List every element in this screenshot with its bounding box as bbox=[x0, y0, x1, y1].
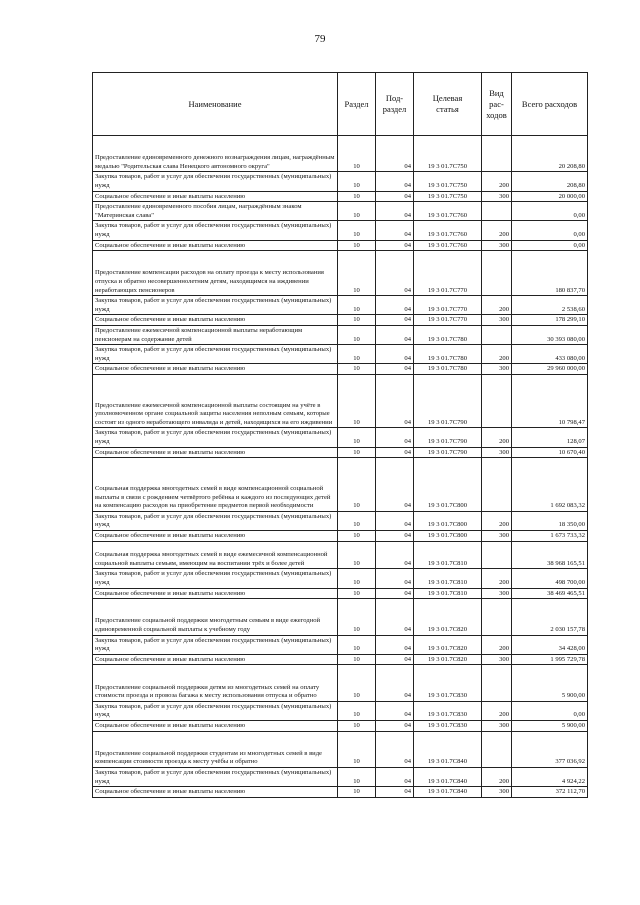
cell-name: Закупка товаров, работ и услуг для обеспечения государственных (муниципальных) нужд bbox=[93, 701, 338, 720]
table-row bbox=[93, 221, 588, 240]
cell-expense-type bbox=[482, 731, 512, 767]
cell-name: Закупка товаров, работ и услуг для обеспечения государственных (муниципальных) нужд bbox=[93, 767, 338, 786]
cell-total: 38 968 165,51 bbox=[512, 541, 588, 569]
cell-expense-type bbox=[482, 251, 512, 296]
table-row bbox=[93, 787, 588, 798]
cell-name: Социальное обеспечение и иные выплаты населению bbox=[93, 191, 338, 202]
cell-name: Предоставление социальной поддержки студентам из многодетных семей в виде компенсации стоимости проезда к месту учёбы и обратно bbox=[93, 731, 338, 767]
table-row bbox=[93, 364, 588, 375]
cell-subsection: 04 bbox=[376, 447, 414, 458]
cell-section: 10 bbox=[338, 654, 376, 665]
cell-section: 10 bbox=[338, 202, 376, 221]
cell-total: 4 924,22 bbox=[512, 767, 588, 786]
cell-expense-type: 300 bbox=[482, 315, 512, 326]
cell-total: 498 700,00 bbox=[512, 569, 588, 588]
cell-target-article: 19 3 01.7С830 bbox=[414, 701, 482, 720]
cell-expense-type: 200 bbox=[482, 635, 512, 654]
cell-subsection: 04 bbox=[376, 511, 414, 530]
cell-expense-type: 200 bbox=[482, 569, 512, 588]
cell-name: Социальное обеспечение и иные выплаты населению bbox=[93, 654, 338, 665]
cell-target-article: 19 3 01.7С820 bbox=[414, 599, 482, 635]
cell-target-article: 19 3 01.7С760 bbox=[414, 240, 482, 251]
cell-target-article: 19 3 01.7С820 bbox=[414, 654, 482, 665]
cell-subsection: 04 bbox=[376, 458, 414, 512]
table-row bbox=[93, 569, 588, 588]
cell-total: 38 469 465,51 bbox=[512, 588, 588, 599]
cell-section: 10 bbox=[338, 447, 376, 458]
cell-target-article: 19 3 01.7С840 bbox=[414, 767, 482, 786]
cell-target-article: 19 3 01.7С810 bbox=[414, 588, 482, 599]
cell-expense-type: 200 bbox=[482, 767, 512, 786]
cell-total: 0,00 bbox=[512, 240, 588, 251]
cell-expense-type: 200 bbox=[482, 221, 512, 240]
table-row bbox=[93, 665, 588, 701]
table-row bbox=[93, 767, 588, 786]
cell-name: Социальное обеспечение и иные выплаты населению bbox=[93, 447, 338, 458]
cell-total: 30 393 080,00 bbox=[512, 325, 588, 344]
cell-section: 10 bbox=[338, 345, 376, 364]
cell-section: 10 bbox=[338, 511, 376, 530]
table-row bbox=[93, 588, 588, 599]
cell-section: 10 bbox=[338, 541, 376, 569]
cell-target-article: 19 3 01.7С780 bbox=[414, 325, 482, 344]
cell-total: 180 837,70 bbox=[512, 251, 588, 296]
cell-total: 0,00 bbox=[512, 701, 588, 720]
table-row bbox=[93, 428, 588, 447]
cell-section: 10 bbox=[338, 767, 376, 786]
table-row bbox=[93, 136, 588, 172]
table-row bbox=[93, 720, 588, 731]
cell-expense-type: 300 bbox=[482, 447, 512, 458]
cell-expense-type: 300 bbox=[482, 531, 512, 542]
cell-name: Социальная поддержка многодетных семей в виде компенсационной социальной выплаты в связи с рождением четвёртого ребёнка и каждого из последующих детей на компенсацию расходов на приобретение предметов первой необходимости bbox=[93, 458, 338, 512]
cell-target-article: 19 3 01.7С790 bbox=[414, 374, 482, 428]
cell-target-article: 19 3 01.7С830 bbox=[414, 665, 482, 701]
table-row bbox=[93, 447, 588, 458]
cell-subsection: 04 bbox=[376, 221, 414, 240]
cell-subsection: 04 bbox=[376, 701, 414, 720]
table-row bbox=[93, 251, 588, 296]
cell-subsection: 04 bbox=[376, 767, 414, 786]
cell-expense-type bbox=[482, 202, 512, 221]
cell-target-article: 19 3 01.7С820 bbox=[414, 635, 482, 654]
cell-section: 10 bbox=[338, 172, 376, 191]
cell-section: 10 bbox=[338, 240, 376, 251]
cell-name: Предоставление ежемесячной компенсационной выплаты неработающим пенсионерам на содержание детей bbox=[93, 325, 338, 344]
cell-target-article: 19 3 01.7С810 bbox=[414, 569, 482, 588]
cell-expense-type: 200 bbox=[482, 345, 512, 364]
table-row bbox=[93, 654, 588, 665]
cell-subsection: 04 bbox=[376, 531, 414, 542]
cell-expense-type bbox=[482, 665, 512, 701]
cell-section: 10 bbox=[338, 136, 376, 172]
cell-expense-type: 200 bbox=[482, 701, 512, 720]
cell-section: 10 bbox=[338, 731, 376, 767]
cell-name: Социальное обеспечение и иные выплаты населению bbox=[93, 531, 338, 542]
cell-section: 10 bbox=[338, 665, 376, 701]
cell-name: Предоставление ежемесячной компенсационной выплаты состоящим на учёте в уполномоченном органе социальной защиты населения неполным семьям, которые состоят из одного неработающего инвалида и детей, находящихся на его иждивении bbox=[93, 374, 338, 428]
cell-section: 10 bbox=[338, 588, 376, 599]
cell-subsection: 04 bbox=[376, 654, 414, 665]
cell-target-article: 19 3 01.7С840 bbox=[414, 787, 482, 798]
cell-subsection: 04 bbox=[376, 428, 414, 447]
table-row bbox=[93, 325, 588, 344]
cell-total: 372 112,70 bbox=[512, 787, 588, 798]
table-row bbox=[93, 296, 588, 315]
cell-subsection: 04 bbox=[376, 364, 414, 375]
cell-subsection: 04 bbox=[376, 665, 414, 701]
cell-expense-type: 300 bbox=[482, 720, 512, 731]
cell-expense-type bbox=[482, 325, 512, 344]
cell-expense-type: 300 bbox=[482, 240, 512, 251]
cell-target-article: 19 3 01.7С760 bbox=[414, 202, 482, 221]
cell-expense-type bbox=[482, 136, 512, 172]
cell-name: Закупка товаров, работ и услуг для обеспечения государственных (муниципальных) нужд bbox=[93, 172, 338, 191]
table-row bbox=[93, 315, 588, 326]
cell-subsection: 04 bbox=[376, 296, 414, 315]
table-row bbox=[93, 701, 588, 720]
table-body bbox=[93, 136, 588, 798]
table-row bbox=[93, 731, 588, 767]
table-row bbox=[93, 345, 588, 364]
cell-name: Социальное обеспечение и иные выплаты населению bbox=[93, 240, 338, 251]
cell-name: Социальная поддержка многодетных семей в виде ежемесячной компенсационной социальной выплаты семьям, имеющим на воспитании трёх и более детей bbox=[93, 541, 338, 569]
header-target-article: Целевая статья bbox=[414, 73, 482, 136]
cell-subsection: 04 bbox=[376, 541, 414, 569]
cell-expense-type: 200 bbox=[482, 172, 512, 191]
cell-name: Предоставление единовременного денежного вознаграждения лицам, награждённым медалью "Родительская слава Ненецкого автономного округа" bbox=[93, 136, 338, 172]
cell-name: Предоставление социальной поддержки многодетным семьям в виде ежегодной единовременной социальной выплаты к учебному году bbox=[93, 599, 338, 635]
budget-table bbox=[92, 72, 588, 798]
cell-target-article: 19 3 01.7С800 bbox=[414, 458, 482, 512]
cell-subsection: 04 bbox=[376, 345, 414, 364]
table-row bbox=[93, 541, 588, 569]
cell-expense-type: 200 bbox=[482, 511, 512, 530]
cell-target-article: 19 3 01.7С790 bbox=[414, 428, 482, 447]
cell-target-article: 19 3 01.7С770 bbox=[414, 315, 482, 326]
cell-name: Социальное обеспечение и иные выплаты населению bbox=[93, 787, 338, 798]
cell-section: 10 bbox=[338, 635, 376, 654]
cell-target-article: 19 3 01.7С830 bbox=[414, 720, 482, 731]
table-row bbox=[93, 511, 588, 530]
table-row bbox=[93, 458, 588, 512]
table-row bbox=[93, 240, 588, 251]
cell-section: 10 bbox=[338, 325, 376, 344]
cell-subsection: 04 bbox=[376, 731, 414, 767]
cell-name: Социальное обеспечение и иные выплаты населению bbox=[93, 588, 338, 599]
header-name: Наименование bbox=[93, 73, 338, 136]
cell-target-article: 19 3 01.7С750 bbox=[414, 136, 482, 172]
cell-target-article: 19 3 01.7С800 bbox=[414, 531, 482, 542]
cell-total: 20 000,00 bbox=[512, 191, 588, 202]
cell-total: 178 299,10 bbox=[512, 315, 588, 326]
cell-total: 10 798,47 bbox=[512, 374, 588, 428]
page-number: 79 bbox=[314, 33, 326, 45]
cell-subsection: 04 bbox=[376, 787, 414, 798]
cell-total: 10 670,40 bbox=[512, 447, 588, 458]
table-row bbox=[93, 172, 588, 191]
cell-total: 1 692 083,32 bbox=[512, 458, 588, 512]
header-section: Раздел bbox=[338, 73, 376, 136]
cell-expense-type: 300 bbox=[482, 364, 512, 375]
cell-section: 10 bbox=[338, 251, 376, 296]
cell-total: 20 208,80 bbox=[512, 136, 588, 172]
cell-section: 10 bbox=[338, 458, 376, 512]
cell-expense-type: 300 bbox=[482, 654, 512, 665]
cell-subsection: 04 bbox=[376, 569, 414, 588]
cell-subsection: 04 bbox=[376, 202, 414, 221]
cell-total: 128,07 bbox=[512, 428, 588, 447]
table-row bbox=[93, 374, 588, 428]
header-subsection: Под- раздел bbox=[376, 73, 414, 136]
cell-subsection: 04 bbox=[376, 240, 414, 251]
cell-expense-type bbox=[482, 599, 512, 635]
cell-name: Закупка товаров, работ и услуг для обеспечения государственных (муниципальных) нужд bbox=[93, 345, 338, 364]
cell-section: 10 bbox=[338, 364, 376, 375]
cell-section: 10 bbox=[338, 787, 376, 798]
cell-expense-type bbox=[482, 458, 512, 512]
cell-expense-type: 300 bbox=[482, 787, 512, 798]
cell-name: Социальное обеспечение и иные выплаты населению bbox=[93, 720, 338, 731]
cell-name: Предоставление социальной поддержки детям из многодетных семей на оплату стоимости проезда и провоза багажа к месту использования отпуска и обратно bbox=[93, 665, 338, 701]
cell-name: Социальное обеспечение и иные выплаты населению bbox=[93, 364, 338, 375]
cell-target-article: 19 3 01.7С790 bbox=[414, 447, 482, 458]
table-row bbox=[93, 202, 588, 221]
cell-name: Закупка товаров, работ и услуг для обеспечения государственных (муниципальных) нужд bbox=[93, 635, 338, 654]
cell-total: 5 900,00 bbox=[512, 720, 588, 731]
cell-target-article: 19 3 01.7С810 bbox=[414, 541, 482, 569]
cell-section: 10 bbox=[338, 599, 376, 635]
cell-subsection: 04 bbox=[376, 325, 414, 344]
cell-expense-type: 200 bbox=[482, 296, 512, 315]
cell-expense-type: 300 bbox=[482, 588, 512, 599]
cell-target-article: 19 3 01.7С770 bbox=[414, 251, 482, 296]
cell-total: 2 538,60 bbox=[512, 296, 588, 315]
cell-target-article: 19 3 01.7С800 bbox=[414, 511, 482, 530]
header-expense-type: Вид рас- ходов bbox=[482, 73, 512, 136]
cell-total: 29 960 000,00 bbox=[512, 364, 588, 375]
cell-subsection: 04 bbox=[376, 136, 414, 172]
cell-total: 1 995 729,78 bbox=[512, 654, 588, 665]
table-row bbox=[93, 599, 588, 635]
cell-name: Предоставление компенсации расходов на оплату проезда к месту использования отпуска и обратно несовершеннолетним детям, находящимся на иждивении неработающих пенсионеров bbox=[93, 251, 338, 296]
cell-target-article: 19 3 01.7С750 bbox=[414, 191, 482, 202]
cell-total: 0,00 bbox=[512, 202, 588, 221]
table-row bbox=[93, 635, 588, 654]
table-header-row bbox=[93, 73, 588, 136]
cell-subsection: 04 bbox=[376, 588, 414, 599]
cell-total: 2 030 157,78 bbox=[512, 599, 588, 635]
cell-total: 433 080,00 bbox=[512, 345, 588, 364]
cell-section: 10 bbox=[338, 315, 376, 326]
cell-expense-type bbox=[482, 374, 512, 428]
cell-subsection: 04 bbox=[376, 315, 414, 326]
cell-name: Закупка товаров, работ и услуг для обеспечения государственных (муниципальных) нужд bbox=[93, 569, 338, 588]
cell-subsection: 04 bbox=[376, 635, 414, 654]
table-row bbox=[93, 531, 588, 542]
cell-target-article: 19 3 01.7С780 bbox=[414, 364, 482, 375]
cell-section: 10 bbox=[338, 428, 376, 447]
cell-target-article: 19 3 01.7С770 bbox=[414, 296, 482, 315]
cell-total: 208,80 bbox=[512, 172, 588, 191]
cell-expense-type bbox=[482, 541, 512, 569]
cell-name: Закупка товаров, работ и услуг для обеспечения государственных (муниципальных) нужд bbox=[93, 428, 338, 447]
cell-total: 0,00 bbox=[512, 221, 588, 240]
cell-target-article: 19 3 01.7С780 bbox=[414, 345, 482, 364]
cell-expense-type: 200 bbox=[482, 428, 512, 447]
cell-name: Закупка товаров, работ и услуг для обеспечения государственных (муниципальных) нужд bbox=[93, 296, 338, 315]
cell-section: 10 bbox=[338, 720, 376, 731]
table-row bbox=[93, 191, 588, 202]
cell-name: Закупка товаров, работ и услуг для обеспечения государственных (муниципальных) нужд bbox=[93, 511, 338, 530]
cell-subsection: 04 bbox=[376, 720, 414, 731]
cell-section: 10 bbox=[338, 374, 376, 428]
cell-target-article: 19 3 01.7С750 bbox=[414, 172, 482, 191]
cell-subsection: 04 bbox=[376, 172, 414, 191]
cell-total: 1 673 733,32 bbox=[512, 531, 588, 542]
cell-subsection: 04 bbox=[376, 374, 414, 428]
cell-section: 10 bbox=[338, 191, 376, 202]
header-total-expenses: Всего расходов bbox=[512, 73, 588, 136]
cell-target-article: 19 3 01.7С840 bbox=[414, 731, 482, 767]
cell-expense-type: 300 bbox=[482, 191, 512, 202]
cell-name: Социальное обеспечение и иные выплаты населению bbox=[93, 315, 338, 326]
cell-section: 10 bbox=[338, 296, 376, 315]
cell-total: 5 900,00 bbox=[512, 665, 588, 701]
cell-target-article: 19 3 01.7С760 bbox=[414, 221, 482, 240]
cell-total: 377 036,92 bbox=[512, 731, 588, 767]
cell-section: 10 bbox=[338, 221, 376, 240]
cell-name: Закупка товаров, работ и услуг для обеспечения государственных (муниципальных) нужд bbox=[93, 221, 338, 240]
cell-section: 10 bbox=[338, 531, 376, 542]
cell-section: 10 bbox=[338, 701, 376, 720]
cell-subsection: 04 bbox=[376, 251, 414, 296]
cell-total: 34 428,00 bbox=[512, 635, 588, 654]
cell-subsection: 04 bbox=[376, 599, 414, 635]
cell-subsection: 04 bbox=[376, 191, 414, 202]
cell-name: Предоставление единовременного пособия лицам, награждённым знаком "Материнская слава" bbox=[93, 202, 338, 221]
cell-total: 18 350,00 bbox=[512, 511, 588, 530]
cell-section: 10 bbox=[338, 569, 376, 588]
